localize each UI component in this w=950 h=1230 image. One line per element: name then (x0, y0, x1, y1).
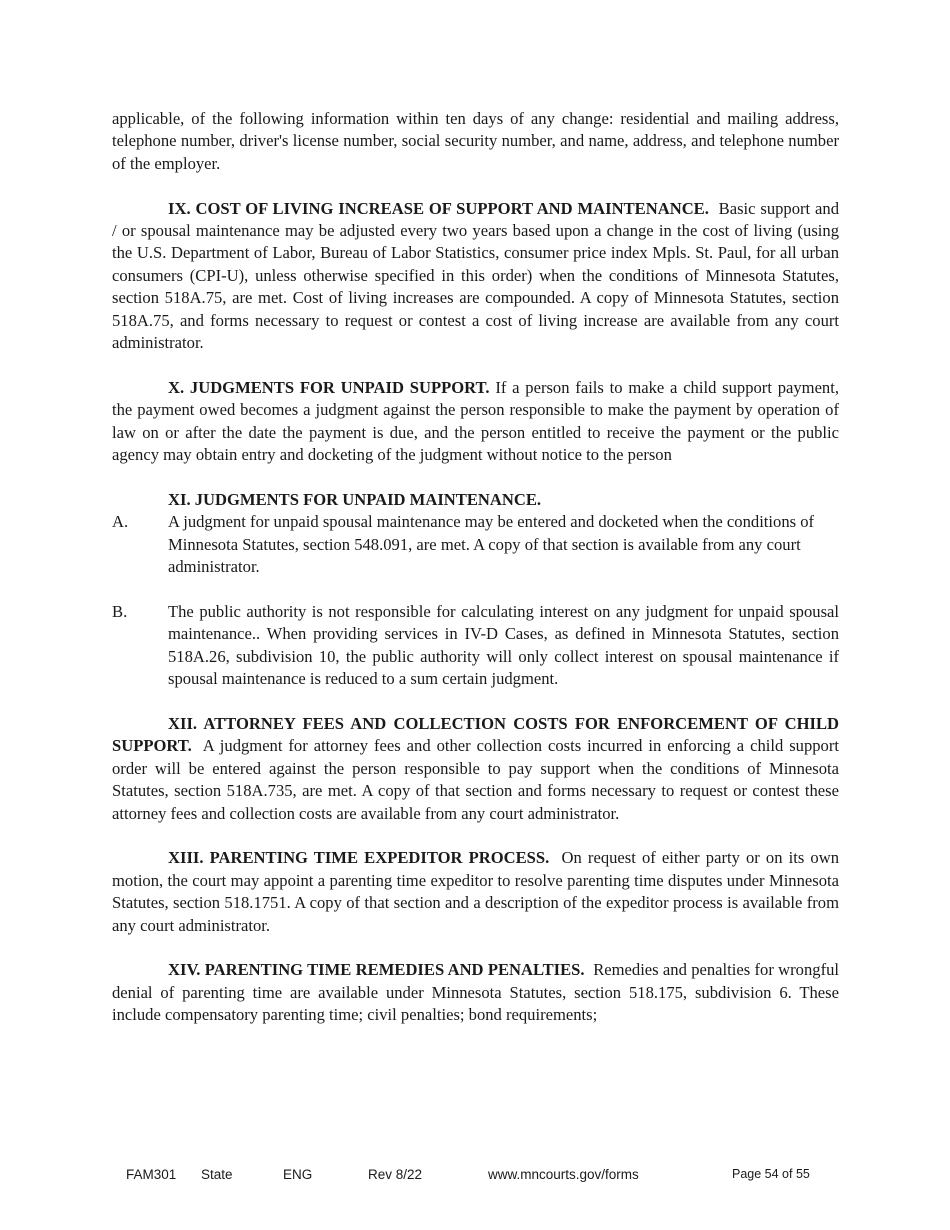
footer-jurisdiction: State (201, 1167, 233, 1182)
section-xi-heading: XI. JUDGMENTS FOR UNPAID MAINTENANCE. (168, 489, 542, 509)
footer-revision: Rev 8/22 (368, 1167, 423, 1182)
item-letter: B. (112, 601, 128, 621)
section-x-heading: X. JUDGMENTS FOR UNPAID SUPPORT. (168, 377, 490, 397)
section-xiv (112, 959, 839, 1026)
item-letter: A. (112, 512, 129, 532)
footer-page-number: Page 54 of 55 (732, 1167, 810, 1181)
section-ix (112, 198, 839, 355)
item-text: A judgment for unpaid spousal maintenance may be entered and docketed when the conditions of Minnesota Statutes, section 548.091, are met. A copy of that section is available from any court administrator. (168, 512, 815, 577)
section-xiii (112, 847, 839, 937)
section-xii-heading: XII. ATTORNEY FEES AND COLLECTION COSTS FOR ENFORCEMENT OF CHILD SUPPORT. (112, 713, 839, 756)
footer-url: www.mncourts.gov/forms (488, 1167, 639, 1182)
section-ix-heading: IX. COST OF LIVING INCREASE OF SUPPORT AND MAINTENANCE. (168, 198, 709, 218)
section-x-text: If a person fails to make a child support payment, the payment owed becomes a judgment against the person responsible to make the payment by operation of law on or after the date the payment is due, and the person entitled to receive the payment or the public agency may obtain entry and docketing of the judgment without notice to the person (112, 377, 839, 465)
section-xi-item-a (112, 511, 839, 578)
section-xii (112, 713, 839, 825)
section-ix-text: Basic support and / or spousal maintenance may be adjusted every two years based upon a change in the cost of living (using the U.S. Department of Labor, Bureau of Labor Statistics, consumer price index Mpls. St. Paul, for all urban consumers (CPI-U), unless otherwise specified in this order) when the conditions of Minnesota Statutes, section 518A.75, are met. Cost of living increases are compounded. A copy of Minnesota Statutes, section 518A.75, and forms necessary to request or contest a cost of living increase are available from any court administrator. (112, 198, 839, 353)
page-footer (0, 1167, 950, 1185)
section-xii-text: A judgment for attorney fees and other collection costs incurred in enforcing a child support order will be entered against the person responsible to pay support when the conditions of Minnesota Statutes, section 518A.735, are met. A copy of that section and forms necessary to request or contest these attorney fees and collection costs are available from any court administrator. (112, 736, 839, 823)
section-xiv-heading: XIV. PARENTING TIME REMEDIES AND PENALTIES. (168, 960, 585, 980)
item-text: The public authority is not responsible for calculating interest on any judgment for unpaid spousal maintenance.. When providing services in IV-D Cases, as defined in Minnesota Statutes, section 518A.26, subdivision 10, the public authority will only collect interest on spousal maintenance if spousal maintenance is reduced to a sum certain judgment. (168, 601, 839, 689)
footer-form-id: FAM301 (126, 1167, 177, 1182)
intro-continuation: applicable, of the following information within ten days of any change: residential and mailing address, telephone number, driver's license number, social security number, and name, address, and telephone number of the employer. (112, 109, 839, 173)
section-xi-item-b (112, 601, 839, 691)
footer-language: ENG (283, 1167, 313, 1182)
section-xiii-text: On request of either party or on its own motion, the court may appoint a parenting time expeditor to resolve parenting time disputes under Minnesota Statutes, section 518.1751. A copy of that section and a description of the expeditor process is available from any court administrator. (112, 848, 840, 935)
section-x (112, 377, 839, 467)
section-xiv-text: Remedies and penalties for wrongful denial of parenting time are available under Minnesota Statutes, section 518.175, subdivision 6. These include compensatory parenting time; civil penalties; bond requirements; (112, 960, 839, 1025)
section-xiii-heading: XIII. PARENTING TIME EXPEDITOR PROCESS. (168, 848, 550, 868)
document-body (112, 108, 839, 1027)
